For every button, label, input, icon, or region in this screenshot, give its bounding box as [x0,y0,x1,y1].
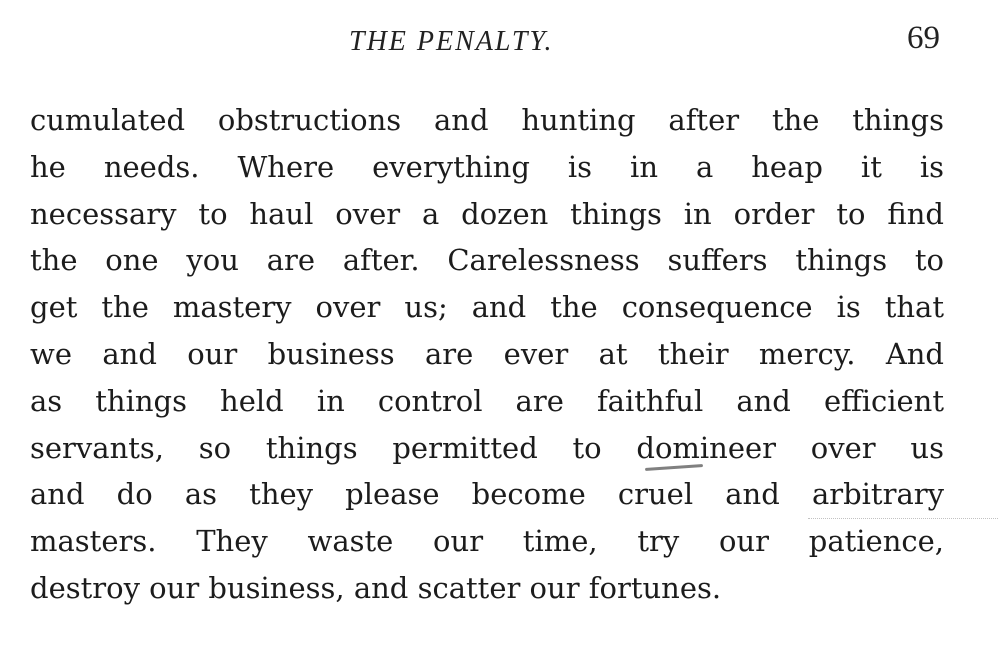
running-head-title: THE PENALTY. [349,26,554,57]
text-line-5: get the mastery over us; and the consequence is that [30,290,944,325]
text-line-3: necessary to haul over a dozen things in order to find [30,196,944,231]
text-line-10: masters. They waste our time, try our patience, [30,524,944,559]
text-line-6: we and our business are ever at their mercy. And [30,336,944,371]
text-line-4: the one you are after. Carelessness suffers things to [30,243,944,278]
text-line-9: and do as they please become cruel and arbitrary [30,477,944,512]
text-line-7: as things held in control are faithful and efficient [30,383,944,418]
scan-speck-mark [808,518,998,520]
text-line-2: he needs. Where everything is in a heap it is [30,149,944,184]
text-line-11: destroy our business, and scatter our fortunes. [30,570,722,605]
page-number: 69 [907,20,940,56]
text-line-8: servants, so things permitted to domineer over us [30,430,944,465]
body-paragraph [30,97,944,612]
text-line-1: cumulated obstructions and hunting after the things [30,103,944,137]
